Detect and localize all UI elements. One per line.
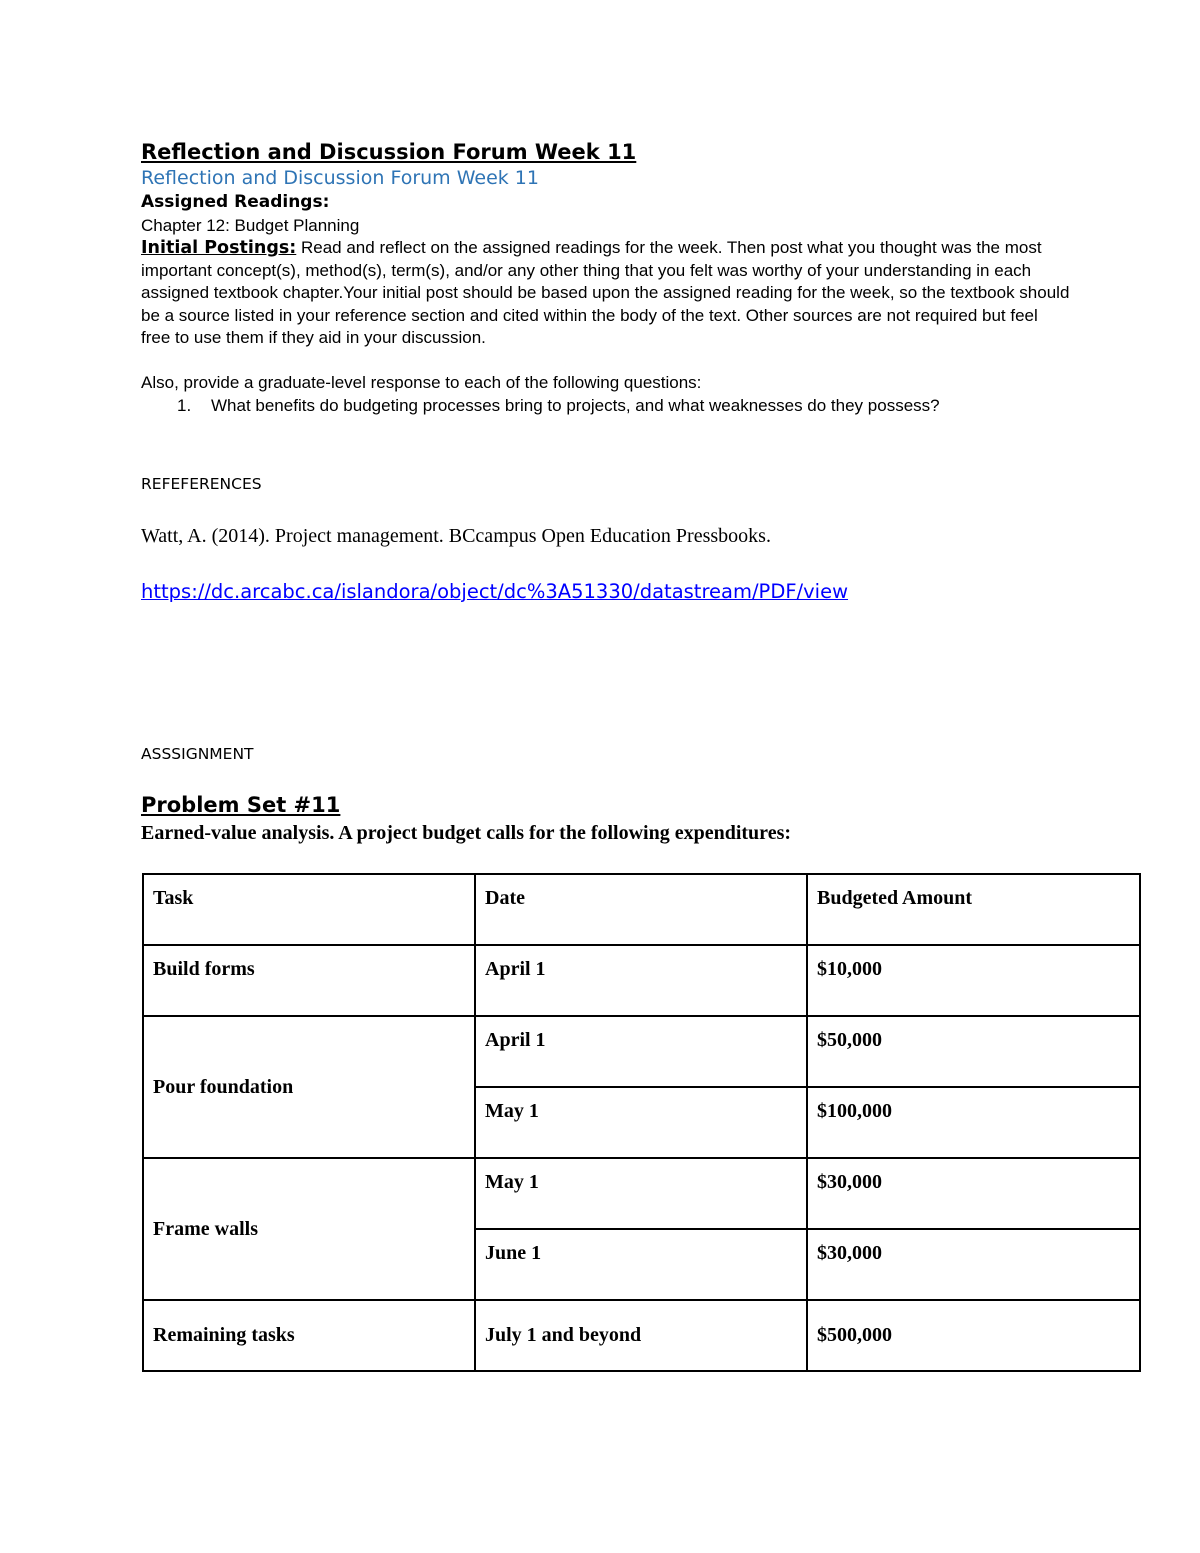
amount-cell: $500,000	[807, 1300, 1140, 1371]
task-cell: Pour foundation	[143, 1016, 475, 1158]
forum-title: Reflection and Discussion Forum Week 11	[141, 140, 637, 164]
table-row	[143, 1300, 1140, 1371]
date-cell: June 1	[475, 1229, 807, 1300]
reference-citation: Watt, A. (2014). Project management. BCcampus Open Education Pressbooks.	[141, 525, 771, 547]
initial-postings-text: Read and reflect on the assigned readings for the week. Then post what you thought was the most important concept(s), method(s), term(s), and/or any other thing that you felt was worthy of your understanding in each assigned textbook chapter.Your initial post should be based upon the assigned reading for the week, so the textbook should be a source listed in your reference section and cited within the body of the text. Other sources are not required but feel free to use them if they aid in your discussion.	[141, 238, 1070, 348]
date-cell: July 1 and beyond	[475, 1300, 807, 1371]
task-cell: Frame walls	[143, 1158, 475, 1300]
budget-table	[142, 873, 1141, 1372]
references-label: REFEFERENCES	[141, 475, 262, 493]
question-text: What benefits do budgeting processes bring to projects, and what weaknesses do they possess?	[211, 396, 940, 415]
table-header-row	[143, 874, 1140, 945]
header-cell-amount: Budgeted Amount	[807, 874, 1140, 945]
questions-intro: Also, provide a graduate-level response to each of the following questions:	[141, 373, 702, 392]
amount-cell: $30,000	[807, 1158, 1140, 1229]
table-row	[143, 945, 1140, 1016]
task-cell: Remaining tasks	[143, 1300, 475, 1371]
date-cell: May 1	[475, 1158, 807, 1229]
amount-cell: $100,000	[807, 1087, 1140, 1158]
question-number: 1.	[177, 396, 192, 415]
amount-cell: $50,000	[807, 1016, 1140, 1087]
initial-postings-label: Initial Postings:	[141, 238, 297, 258]
table-row	[143, 1016, 1140, 1087]
date-cell: April 1	[475, 1016, 807, 1087]
header-cell-date: Date	[475, 874, 807, 945]
header-cell-task: Task	[143, 874, 475, 945]
date-cell: April 1	[475, 945, 807, 1016]
reference-link[interactable]: https://dc.arcabc.ca/islandora/object/dc%3A51330/datastream/PDF/view	[141, 580, 849, 603]
initial-postings-paragraph	[141, 237, 1071, 350]
amount-cell: $10,000	[807, 945, 1140, 1016]
assigned-readings-heading: Assigned Readings:	[141, 192, 330, 212]
problem-set-title: Problem Set #11	[141, 793, 341, 817]
amount-cell: $30,000	[807, 1229, 1140, 1300]
assignment-label: ASSSIGNMENT	[141, 745, 254, 763]
problem-intro: Earned-value analysis. A project budget calls for the following expenditures:	[141, 822, 792, 844]
date-cell: May 1	[475, 1087, 807, 1158]
task-cell: Build forms	[143, 945, 475, 1016]
assigned-chapter: Chapter 12: Budget Planning	[141, 216, 360, 235]
forum-subtitle: Reflection and Discussion Forum Week 11	[141, 167, 539, 189]
table-row	[143, 1158, 1140, 1229]
